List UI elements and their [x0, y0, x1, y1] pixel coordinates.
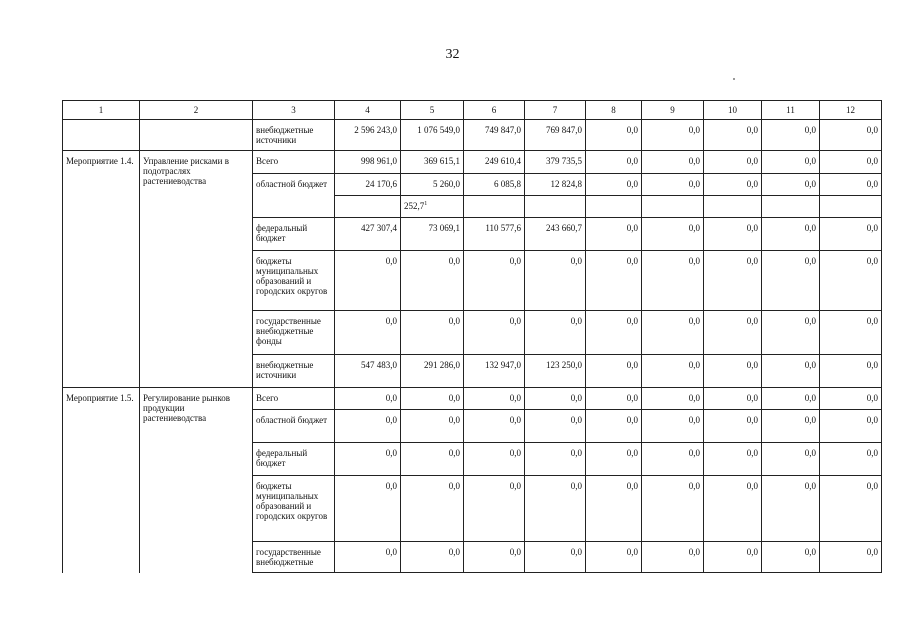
page-number: 32 [445, 47, 460, 62]
value-cell: 0,0 [335, 388, 401, 410]
value-cell: 547 483,0 [335, 355, 401, 388]
value-cell: 0,0 [820, 443, 882, 476]
value-cell: 0,0 [762, 355, 820, 388]
value-cell: 123 250,0 [525, 355, 586, 388]
funding-source: бюджеты муниципальных образований и городских округов [253, 476, 335, 542]
value-cell: 0,0 [820, 174, 882, 196]
table-body [63, 101, 882, 573]
value-cell: 0,0 [762, 311, 820, 355]
column-header: 12 [820, 101, 882, 120]
value-cell: 369 615,1 [401, 151, 464, 174]
value-cell: 0,0 [642, 174, 704, 196]
value-cell: 0,0 [401, 251, 464, 311]
value-cell: 0,0 [586, 443, 642, 476]
funding-source: федеральный бюджет [253, 443, 335, 476]
value-cell: 291 286,0 [401, 355, 464, 388]
value-cell: 0,0 [586, 218, 642, 251]
measure-name: Управление рисками в подотраслях растениеводства [140, 151, 253, 388]
funding-source: областной бюджет [253, 410, 335, 443]
value-cell: 0,0 [820, 388, 882, 410]
value-cell: 0,0 [464, 251, 525, 311]
value-cell: 0,0 [642, 542, 704, 573]
empty-cell [464, 196, 525, 218]
value-cell: 0,0 [820, 542, 882, 573]
value-cell: 0,0 [762, 410, 820, 443]
value-cell: 0,0 [642, 388, 704, 410]
value-cell: 0,0 [642, 476, 704, 542]
value-cell: 0,0 [820, 251, 882, 311]
value-cell: 0,0 [642, 218, 704, 251]
value-cell: 0,0 [642, 120, 704, 151]
value-cell: 0,0 [820, 151, 882, 174]
value-cell: 12 824,8 [525, 174, 586, 196]
value-cell: 5 260,0 [401, 174, 464, 196]
value-cell: 0,0 [586, 476, 642, 542]
value-cell: 0,0 [525, 476, 586, 542]
value-cell: 0,0 [762, 218, 820, 251]
funding-source: внебюджетные источники [253, 355, 335, 388]
value-cell: 0,0 [525, 311, 586, 355]
measure-name: Регулирование рынков продукции растениеводства [140, 388, 253, 573]
empty-cell [642, 196, 704, 218]
value-cell: 0,0 [642, 443, 704, 476]
funding-table [62, 100, 882, 573]
value-cell-extra [401, 196, 464, 218]
table-row [63, 151, 882, 174]
value-cell: 0,0 [820, 120, 882, 151]
value-cell: 0,0 [642, 151, 704, 174]
value-cell: 998 961,0 [335, 151, 401, 174]
value-cell: 379 735,5 [525, 151, 586, 174]
funding-source: Всего [253, 388, 335, 410]
value-cell: 0,0 [762, 476, 820, 542]
value-cell: 0,0 [820, 218, 882, 251]
value-cell: 243 660,7 [525, 218, 586, 251]
value-cell: 0,0 [464, 410, 525, 443]
value-cell: 0,0 [335, 311, 401, 355]
value-cell: 0,0 [464, 443, 525, 476]
value-cell: 0,0 [525, 542, 586, 573]
table-row [63, 120, 882, 151]
funding-source: областной бюджет [253, 174, 335, 218]
value-cell: 0,0 [762, 251, 820, 311]
empty-cell [762, 196, 820, 218]
value-cell: 0,0 [762, 151, 820, 174]
value-cell: 2 596 243,0 [335, 120, 401, 151]
value-cell: 0,0 [586, 120, 642, 151]
value-cell: 0,0 [586, 355, 642, 388]
column-header: 5 [401, 101, 464, 120]
value-cell: 0,0 [586, 410, 642, 443]
column-header: 6 [464, 101, 525, 120]
column-header: 2 [140, 101, 253, 120]
value-cell: 6 085,8 [464, 174, 525, 196]
funding-source: государственные внебюджетные [253, 542, 335, 573]
extra-value: 252,7 [404, 201, 425, 211]
value-cell: 0,0 [820, 355, 882, 388]
value-cell: 0,0 [586, 151, 642, 174]
value-cell: 132 947,0 [464, 355, 525, 388]
column-header: 3 [253, 101, 335, 120]
value-cell: 0,0 [704, 311, 762, 355]
value-cell: 0,0 [762, 388, 820, 410]
value-cell: 0,0 [642, 410, 704, 443]
value-cell: 0,0 [464, 311, 525, 355]
value-cell: 0,0 [525, 443, 586, 476]
column-header: 10 [704, 101, 762, 120]
measure-name-cell [140, 120, 253, 151]
footnote-marker: 1 [424, 201, 428, 207]
value-cell: 0,0 [525, 251, 586, 311]
column-header: 1 [63, 101, 140, 120]
value-cell: 0,0 [704, 443, 762, 476]
value-cell: 0,0 [335, 476, 401, 542]
value-cell: 110 577,6 [464, 218, 525, 251]
value-cell: 0,0 [820, 410, 882, 443]
value-cell: 0,0 [762, 443, 820, 476]
value-cell: 0,0 [335, 251, 401, 311]
value-cell: 0,0 [704, 251, 762, 311]
measure-number: Мероприятие 1.5. [63, 388, 140, 573]
value-cell: 0,0 [401, 311, 464, 355]
column-header: 8 [586, 101, 642, 120]
value-cell: 0,0 [525, 410, 586, 443]
value-cell: 0,0 [704, 151, 762, 174]
value-cell: 0,0 [586, 174, 642, 196]
value-cell: 0,0 [704, 355, 762, 388]
value-cell: 749 847,0 [464, 120, 525, 151]
value-cell: 0,0 [464, 542, 525, 573]
value-cell: 427 307,4 [335, 218, 401, 251]
value-cell: 0,0 [642, 251, 704, 311]
funding-source: Всего [253, 151, 335, 174]
value-cell: 0,0 [704, 410, 762, 443]
value-cell: 0,0 [704, 120, 762, 151]
column-header: 7 [525, 101, 586, 120]
value-cell: 1 076 549,0 [401, 120, 464, 151]
value-cell: 24 170,6 [335, 174, 401, 196]
scan-speck [733, 78, 735, 80]
value-cell: 0,0 [762, 542, 820, 573]
funding-source: государственные внебюджетные фонды [253, 311, 335, 355]
value-cell: 0,0 [704, 388, 762, 410]
value-cell: 0,0 [820, 311, 882, 355]
value-cell: 0,0 [704, 174, 762, 196]
column-header: 11 [762, 101, 820, 120]
value-cell: 0,0 [642, 355, 704, 388]
value-cell: 0,0 [525, 388, 586, 410]
value-cell: 0,0 [586, 542, 642, 573]
value-cell: 0,0 [704, 218, 762, 251]
value-cell: 0,0 [335, 443, 401, 476]
empty-cell [704, 196, 762, 218]
value-cell: 0,0 [335, 542, 401, 573]
column-header: 4 [335, 101, 401, 120]
measure-number: Мероприятие 1.4. [63, 151, 140, 388]
value-cell: 0,0 [464, 476, 525, 542]
empty-cell [335, 196, 401, 218]
value-cell: 0,0 [401, 410, 464, 443]
value-cell: 249 610,4 [464, 151, 525, 174]
value-cell: 0,0 [762, 174, 820, 196]
funding-source: бюджеты муниципальных образований и городских округов [253, 251, 335, 311]
value-cell: 0,0 [704, 542, 762, 573]
value-cell: 0,0 [464, 388, 525, 410]
empty-cell [820, 196, 882, 218]
measure-number-cell [63, 120, 140, 151]
value-cell: 0,0 [401, 542, 464, 573]
value-cell: 0,0 [586, 311, 642, 355]
empty-cell [586, 196, 642, 218]
column-header: 9 [642, 101, 704, 120]
value-cell: 769 847,0 [525, 120, 586, 151]
value-cell: 0,0 [401, 443, 464, 476]
value-cell: 0,0 [762, 120, 820, 151]
table-row [63, 388, 882, 410]
value-cell: 0,0 [401, 476, 464, 542]
value-cell: 0,0 [704, 476, 762, 542]
funding-source: федеральный бюджет [253, 218, 335, 251]
empty-cell [525, 196, 586, 218]
value-cell: 73 069,1 [401, 218, 464, 251]
funding-source: внебюджетные источники [253, 120, 335, 151]
value-cell: 0,0 [335, 410, 401, 443]
value-cell: 0,0 [820, 476, 882, 542]
table-header-row [63, 101, 882, 120]
value-cell: 0,0 [586, 388, 642, 410]
value-cell: 0,0 [642, 311, 704, 355]
value-cell: 0,0 [586, 251, 642, 311]
value-cell: 0,0 [401, 388, 464, 410]
